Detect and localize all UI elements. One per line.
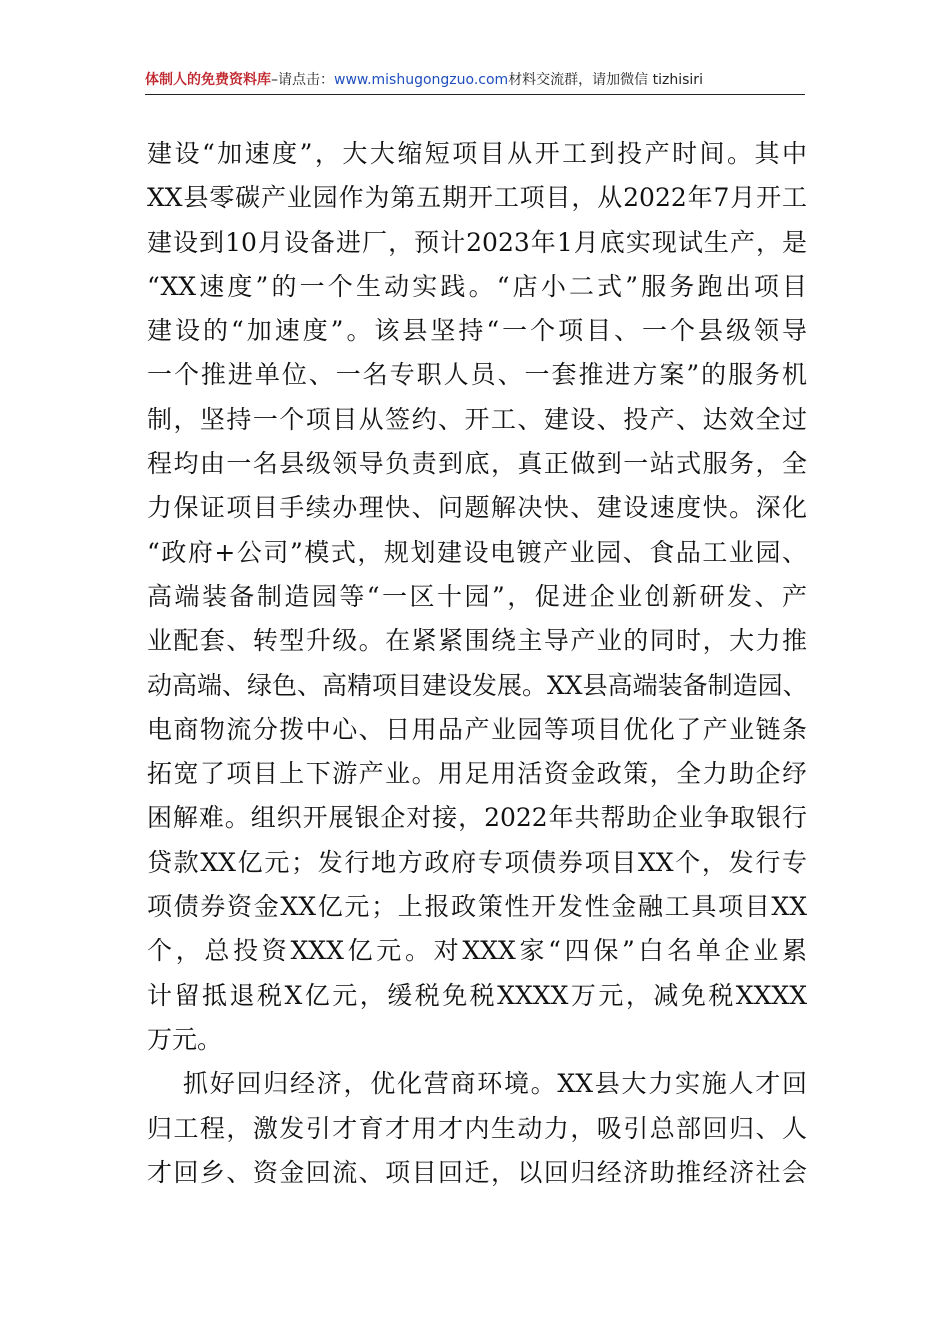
- document-body: [147, 132, 807, 1195]
- body-line: 贷款XX亿元；发行地方政府专项债券项目XX个，发行专: [147, 847, 807, 877]
- body-line: 一个推进单位、一名专职人员、一套推进方案”的服务机: [147, 360, 807, 390]
- body-line: 项债券资金XX亿元；上报政策性开发性金融工具项目XX: [147, 892, 807, 922]
- body-line: 才回乡、资金回流、项目回迁，以回归经济助推经济社会: [147, 1157, 807, 1187]
- body-line: 业配套、转型升级。在紧紧围绕主导产业的同时，大力推: [147, 626, 807, 656]
- body-line: 制，坚持一个项目从签约、开工、建设、投产、达效全过: [147, 404, 807, 434]
- body-line: 建设的“加速度”。该县坚持“一个项目、一个县级领导: [147, 316, 807, 346]
- body-line: “XX速度”的一个生动实践。“店小二式”服务跑出项目: [147, 271, 807, 301]
- header-divider: [145, 94, 805, 95]
- body-line: 归工程，激发引才育才用才内生动力，吸引总部回归、人: [147, 1113, 807, 1143]
- header-website-link[interactable]: www.mishugongzuo.com: [334, 72, 509, 88]
- body-line: 建设到10月设备进厂，预计2023年1月底实现试生产，是: [147, 227, 807, 257]
- body-line: 力保证项目手续办理快、问题解决快、建设速度快。深化: [147, 493, 807, 523]
- body-line: 困解难。组织开展银企对接，2022年共帮助企业争取银行: [147, 803, 807, 833]
- body-line: 个，总投资XXX亿元。对XXX家“四保”白名单企业累: [147, 936, 807, 966]
- body-line-paragraph-start: 抓好回归经济，优化营商环境。XX县大力实施人才回: [183, 1069, 807, 1099]
- body-line: 拓宽了项目上下游产业。用足用活资金政策，全力助企纾: [147, 759, 807, 789]
- header-contact-text: 材料交流群，请加微信 tizhisiri: [508, 72, 703, 88]
- body-line: 高端装备制造园等“一区十园”，促进企业创新研发、产: [147, 581, 807, 611]
- body-line: 建设“加速度”，大大缩短项目从开工到投产时间。其中: [147, 139, 807, 168]
- body-line: “政府+公司”模式，规划建设电镀产业园、食品工业园、: [147, 537, 807, 567]
- header-prompt: –请点击：: [271, 72, 334, 88]
- page-header: [145, 66, 805, 94]
- body-line: XX县零碳产业园作为第五期开工项目，从2022年7月开工: [147, 183, 807, 213]
- body-line: 程均由一名县级领导负责到底，真正做到一站式服务，全: [147, 449, 807, 479]
- body-line: 计留抵退税X亿元，缓税免税XXXX万元，减免税XXXX: [147, 980, 807, 1010]
- body-line-paragraph-end: 万元。: [147, 1024, 223, 1054]
- header-brand: 体制人的免费资料库: [145, 72, 271, 88]
- body-line: 动高端、绿色、高精项目建设发展。XX县高端装备制造园、: [147, 670, 808, 700]
- body-line: 电商物流分拨中心、日用品产业园等项目优化了产业链条: [147, 714, 807, 744]
